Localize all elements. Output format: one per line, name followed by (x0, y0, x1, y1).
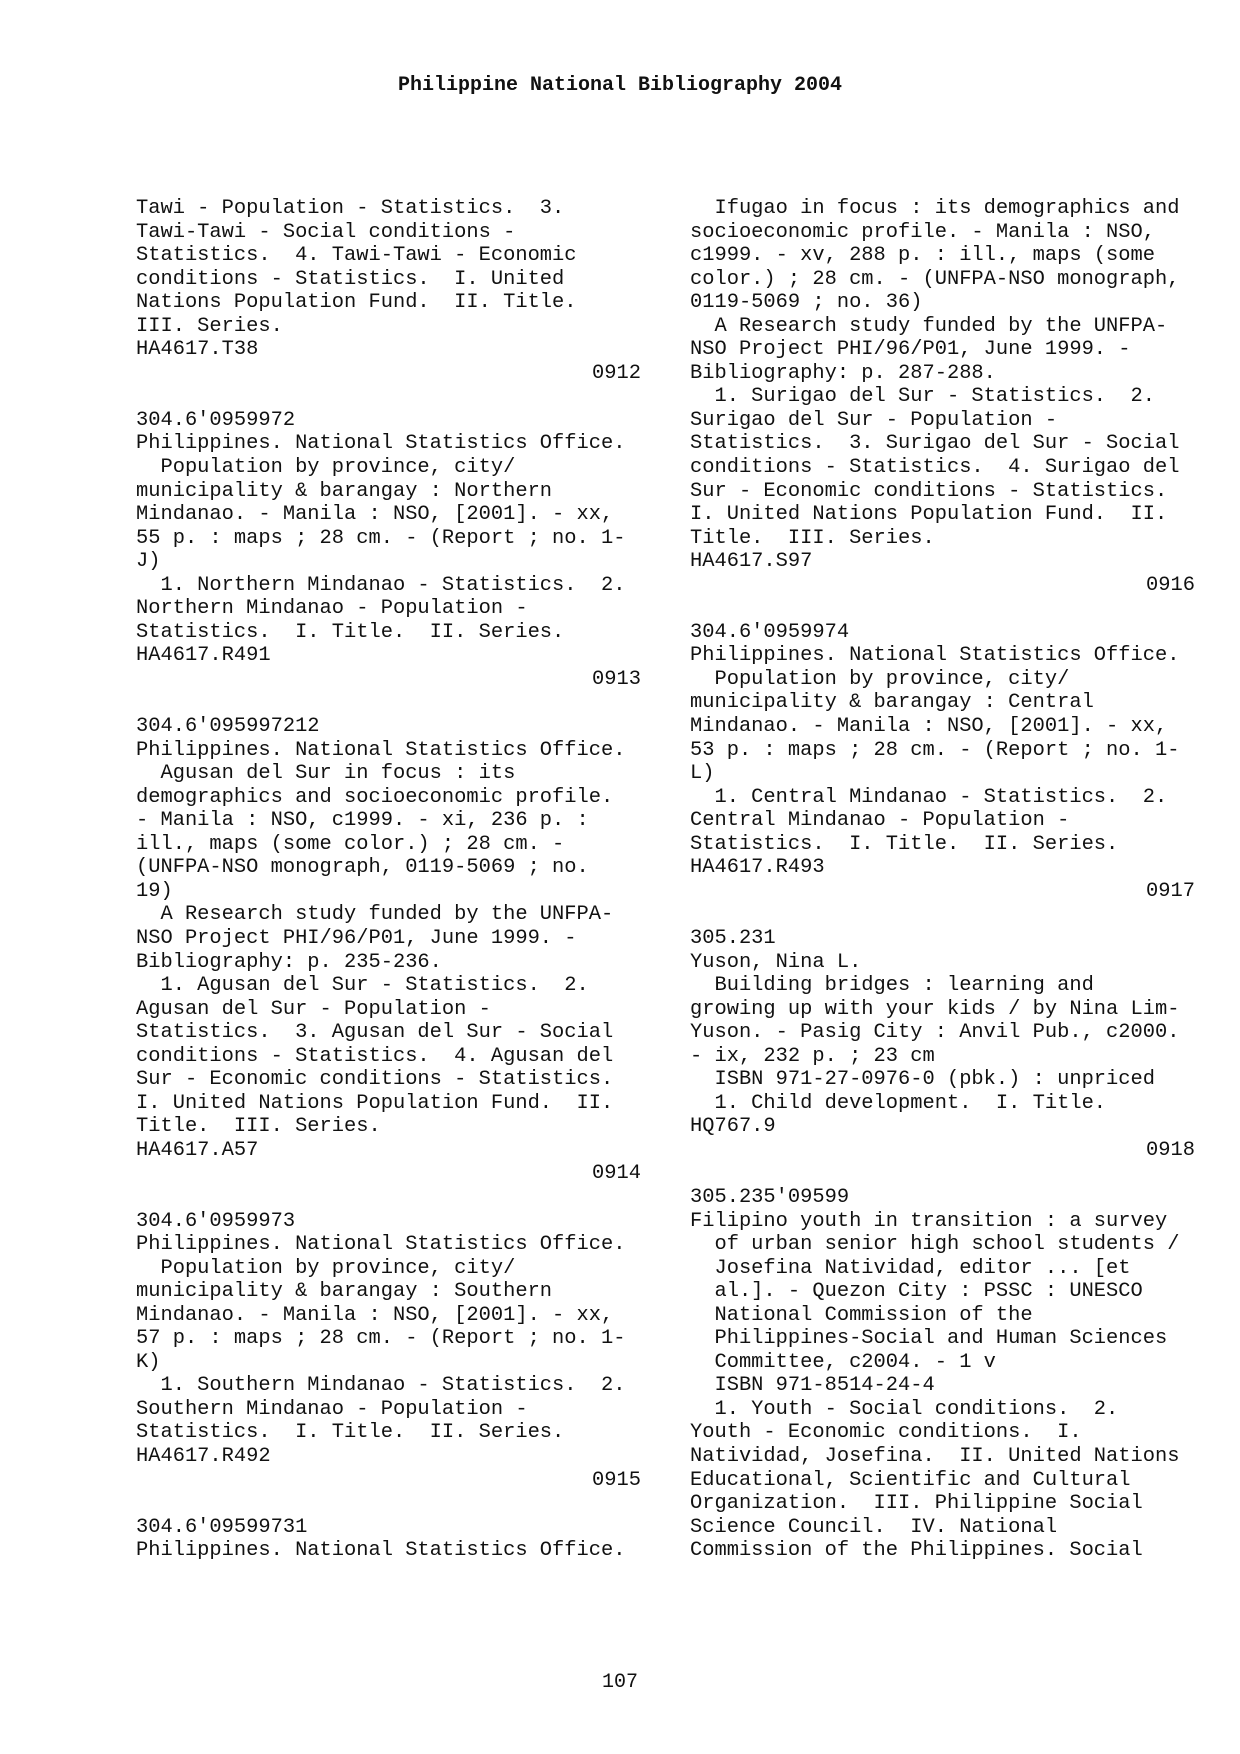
text-line: Agusan del Sur - Population - (136, 997, 491, 1021)
text-line: Bibliography: p. 287-288. (690, 361, 996, 385)
text-line: ill., maps (some color.) ; 28 cm. - (136, 832, 565, 856)
text-line: (UNFPA-NSO monograph, 0119-5069 ; no. (136, 856, 589, 880)
text-line: Southern Mindanao - Population - (136, 1397, 528, 1421)
text-line: Educational, Scientific and Cultural (690, 1468, 1131, 1492)
left-column (136, 197, 641, 1563)
text-line: Statistics. 4. Tawi-Tawi - Economic (136, 244, 577, 268)
text-line: demographics and socioeconomic profile. (136, 785, 614, 809)
text-line: Population by province, city/ (136, 1256, 516, 1280)
text-line: 304.6'09599731 (136, 1515, 308, 1539)
text-line: Philippines. National Statistics Office. (690, 644, 1180, 668)
text-line: 19) (136, 879, 173, 903)
text-line: 1. Central Mindanao - Statistics. 2. (690, 785, 1168, 809)
blank-line (136, 1492, 641, 1516)
blank-line (690, 597, 1195, 621)
text-line: 53 p. : maps ; 28 cm. - (Report ; no. 1- (690, 738, 1180, 762)
text-line: 1. Agusan del Sur - Statistics. 2. (136, 974, 589, 998)
text-line: Statistics. I. Title. II. Series. (136, 620, 565, 644)
blank-line (136, 385, 641, 409)
text-line: A Research study funded by the UNFPA- (136, 903, 614, 927)
text-line: HA4617.T38 (136, 338, 259, 362)
text-line: growing up with your kids / by Nina Lim- (690, 997, 1180, 1021)
text-line: Title. III. Series. (690, 526, 935, 550)
text-line: Filipino youth in transition : a survey (690, 1209, 1168, 1233)
text-line: municipality & barangay : Central (690, 691, 1094, 715)
text-line: Josefina Natividad, editor ... [et (690, 1256, 1131, 1280)
text-line: Ifugao in focus : its demographics and (690, 197, 1180, 220)
text-line: Philippines-Social and Human Sciences (690, 1327, 1168, 1351)
text-line: Statistics. 3. Surigao del Sur - Social (690, 432, 1180, 456)
entry-number: 0917 (1146, 879, 1195, 903)
text-line: Philippines. National Statistics Office. (136, 432, 626, 456)
text-line: ISBN 971-27-0976-0 (pbk.) : unpriced (690, 1068, 1155, 1092)
text-line: III. Series. (136, 314, 283, 338)
text-line: Building bridges : learning and (690, 974, 1094, 998)
text-line: Bibliography: p. 235-236. (136, 950, 442, 974)
text-line: 304.6'0959972 (136, 408, 296, 432)
text-line: 1. Northern Mindanao - Statistics. 2. (136, 573, 626, 597)
text-line: Nations Population Fund. II. Title. (136, 291, 577, 315)
text-line: Statistics. I. Title. II. Series. (690, 832, 1119, 856)
entry-number: 0915 (592, 1468, 641, 1492)
text-line: 55 p. : maps ; 28 cm. - (Report ; no. 1- (136, 526, 626, 550)
text-line: Surigao del Sur - Population - (690, 408, 1058, 432)
text-line: ISBN 971-8514-24-4 (690, 1374, 935, 1398)
text-line: I. United Nations Population Fund. II. (136, 1091, 614, 1115)
text-line: socioeconomic profile. - Manila : NSO, (690, 220, 1155, 244)
text-line: 305.235'09599 (690, 1185, 850, 1209)
text-line: - ix, 232 p. ; 23 cm (690, 1044, 935, 1068)
text-line: - Manila : NSO, c1999. - xi, 236 p. : (136, 809, 589, 833)
entry-number: 0914 (592, 1162, 641, 1186)
text-line: 304.6'095997212 (136, 715, 320, 739)
text-line: 1. Youth - Social conditions. 2. (690, 1397, 1119, 1421)
text-line: Tawi - Population - Statistics. 3. (136, 197, 565, 220)
text-line: municipality & barangay : Southern (136, 1280, 553, 1304)
text-line: Yuson. - Pasig City : Anvil Pub., c2000. (690, 1021, 1180, 1045)
text-line: 1. Southern Mindanao - Statistics. 2. (136, 1374, 626, 1398)
text-line: of urban senior high school students / (690, 1233, 1180, 1257)
blank-line (690, 903, 1195, 927)
text-line: Statistics. I. Title. II. Series. (136, 1421, 565, 1445)
blank-line (136, 691, 641, 715)
text-line: Commission of the Philippines. Social (690, 1539, 1143, 1563)
text-line: c1999. - xv, 288 p. : ill., maps (some (690, 244, 1155, 268)
text-line: HA4617.R493 (690, 856, 825, 880)
text-line: Agusan del Sur in focus : its (136, 762, 516, 786)
entry-number: 0918 (1146, 1138, 1195, 1162)
text-line: Mindanao. - Manila : NSO, [2001]. - xx, (136, 1303, 614, 1327)
text-line: HA4617.R492 (136, 1444, 271, 1468)
text-line: National Commission of the (690, 1303, 1033, 1327)
text-line: J) (136, 550, 161, 574)
text-line: Sur - Economic conditions - Statistics. (690, 479, 1168, 503)
text-line: Northern Mindanao - Population - (136, 597, 528, 621)
text-line: A Research study funded by the UNFPA- (690, 314, 1168, 338)
text-line: Mindanao. - Manila : NSO, [2001]. - xx, (136, 503, 614, 527)
text-line: conditions - Statistics. 4. Surigao del (690, 456, 1180, 480)
entry-number: 0913 (592, 667, 641, 691)
text-line: 0119-5069 ; no. 36) (690, 291, 923, 315)
text-line: NSO Project PHI/96/P01, June 1999. - (136, 926, 577, 950)
text-line: Natividad, Josefina. II. United Nations (690, 1444, 1180, 1468)
blank-line (690, 1162, 1195, 1186)
blank-line (136, 1186, 641, 1210)
page-header-title: Philippine National Bibliography 2004 (397, 74, 843, 97)
text-line: 304.6'0959973 (136, 1209, 296, 1233)
text-line: Philippines. National Statistics Office. (136, 738, 626, 762)
text-line: conditions - Statistics. I. United (136, 267, 565, 291)
text-line: Philippines. National Statistics Office. (136, 1539, 626, 1563)
text-line: municipality & barangay : Northern (136, 479, 553, 503)
text-line: al.]. - Quezon City : PSSC : UNESCO (690, 1280, 1143, 1304)
text-line: color.) ; 28 cm. - (UNFPA-NSO monograph, (690, 267, 1180, 291)
text-line: Mindanao. - Manila : NSO, [2001]. - xx, (690, 715, 1168, 739)
text-line: Central Mindanao - Population - (690, 809, 1070, 833)
text-line: Title. III. Series. (136, 1115, 381, 1139)
text-line: HA4617.R491 (136, 644, 271, 668)
text-line: NSO Project PHI/96/P01, June 1999. - (690, 338, 1131, 362)
text-line: Youth - Economic conditions. I. (690, 1421, 1082, 1445)
text-line: Organization. III. Philippine Social (690, 1492, 1143, 1516)
text-line: conditions - Statistics. 4. Agusan del (136, 1044, 614, 1068)
text-line: Yuson, Nina L. (690, 950, 862, 974)
text-line: I. United Nations Population Fund. II. (690, 503, 1168, 527)
page-number: 107 (601, 1671, 638, 1694)
text-line: 304.6'0959974 (690, 620, 850, 644)
text-line: 1. Child development. I. Title. (690, 1091, 1107, 1115)
text-line: HQ767.9 (690, 1115, 776, 1139)
text-line: Statistics. 3. Agusan del Sur - Social (136, 1021, 614, 1045)
text-line: Population by province, city/ (136, 456, 516, 480)
text-line: 1. Surigao del Sur - Statistics. 2. (690, 385, 1155, 409)
text-line: Science Council. IV. National (690, 1515, 1058, 1539)
right-column (690, 197, 1195, 1563)
text-line: Philippines. National Statistics Office. (136, 1233, 626, 1257)
text-line: HA4617.A57 (136, 1138, 259, 1162)
text-line: K) (136, 1350, 161, 1374)
text-line: HA4617.S97 (690, 550, 813, 574)
entry-number: 0912 (592, 361, 641, 385)
text-line: L) (690, 762, 715, 786)
text-line: 57 p. : maps ; 28 cm. - (Report ; no. 1- (136, 1327, 626, 1351)
entry-number: 0916 (1146, 573, 1195, 597)
text-line: Committee, c2004. - 1 v (690, 1350, 996, 1374)
text-line: Tawi-Tawi - Social conditions - (136, 220, 516, 244)
text-line: Population by province, city/ (690, 667, 1070, 691)
text-line: Sur - Economic conditions - Statistics. (136, 1068, 614, 1092)
text-line: 305.231 (690, 926, 776, 950)
